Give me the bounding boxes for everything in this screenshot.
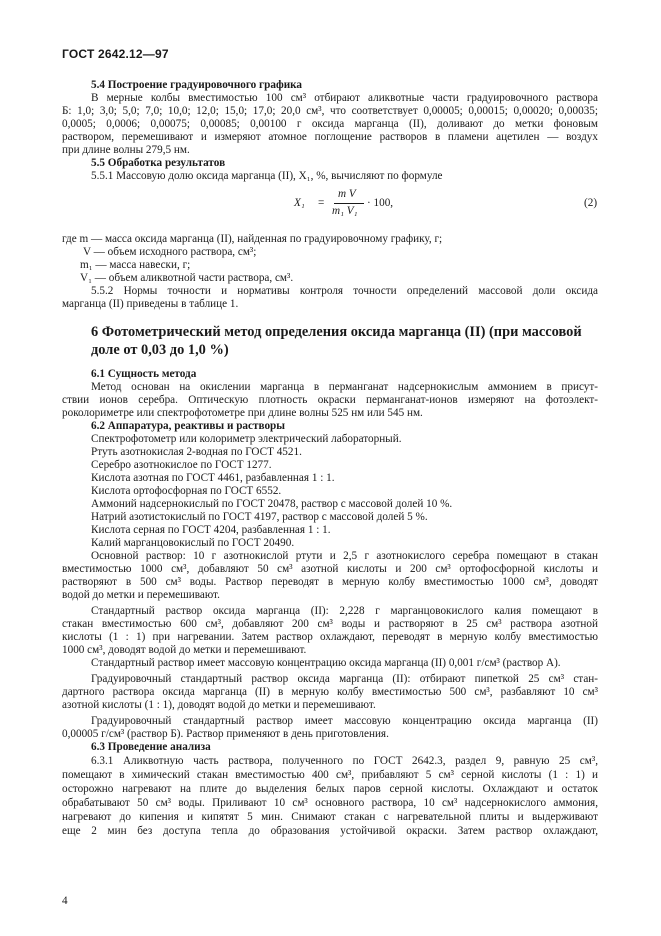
section-5-5-title: 5.5 Обработка результатов (91, 157, 226, 169)
paragraph-line: нагревают до кипения и кипятят 5 мин. Снимают стакан с нагревательной плиты и выдерживают (62, 811, 598, 823)
list-item: Кислота серная по ГОСТ 4204, разбавленная 1 : 1. (91, 524, 331, 536)
paragraph-line: 5.5.2 Нормы точности и нормативы контроля точности определений массовой доли оксида (91, 285, 598, 297)
paragraph-line: еще 2 мин без доступа тепла до образования устойчивой окраски. Затем раствор охлаждают, (62, 825, 598, 837)
paragraph-line: стакан вместимостью 600 см³, добавляют 200 см³ воды и растворяют в 25 см³ раствора азотной (62, 618, 598, 630)
formula-2 (294, 188, 434, 222)
list-item: Кислота азотная по ГОСТ 4461, разбавленная 1 : 1. (91, 472, 335, 484)
paragraph-line: Градуировочный стандартный раствор оксида марганца (II): отбирают пипеткой 25 см³ стан- (91, 673, 598, 685)
section-5-4-title: 5.4 Построение градуировочного графика (91, 79, 303, 91)
where-line: V₁ — объем аликвотной части раствора, см³. (80, 272, 294, 284)
document-code-header: ГОСТ 2642.12—97 (62, 47, 169, 61)
formula-denominator: m₁ V₁ (332, 205, 358, 217)
formula-multiplier: · 100, (367, 197, 394, 209)
fraction-bar (334, 203, 364, 204)
list-item: Спектрофотометр или колориметр электрический лабораторный. (91, 433, 402, 445)
section-6-title-cont: доле от 0,03 до 1,0 %) (91, 342, 229, 358)
paragraph-line: дартного раствора оксида марганца (II) в мерную колбу вместимостью 500 см³, разбавляют 10 см³ (62, 686, 598, 698)
list-item: Аммоний надсернокислый по ГОСТ 20478, раствор с массовой долей 10 %. (91, 498, 453, 510)
paragraph-line: Стандартный раствор оксида марганца (II): 2,228 г марганцовокислого калия помещают в (91, 605, 598, 617)
paragraph-line: Б: 1,0; 3,0; 5,0; 7,0; 10,0; 12,0; 15,0; 17,0; 20,0 см³, что соответствует 0,00005; 0,00015; 0,00020; 0,00035; (62, 105, 598, 117)
list-item: Натрий азотистокислый по ГОСТ 4197, раствор с массовой долей 5 %. (91, 511, 428, 523)
paragraph-line: обрабатывают 50 см³ воды. Приливают 10 см³ основного раствора, 10 см³ надсернокислого аммония, (62, 797, 598, 809)
section-6-title: 6 Фотометрический метод определения оксида марганца (II) (при массовой (91, 324, 582, 340)
paragraph-line: В мерные колбы вместимостью 100 см³ отбирают аликвотные части градуировочного раствора (91, 92, 598, 104)
paragraph-line: осторожно нагревают на плите до выделения белых паров серной кислоты. Охлаждают и остаток (62, 783, 598, 795)
paragraph-line: азотной кислоты (1 : 1), доводят водой до метки и перемешивают. (62, 699, 376, 711)
list-item: Ртуть азотнокислая 2-водная по ГОСТ 4521. (91, 446, 302, 458)
formula-numerator: m V (338, 188, 356, 200)
paragraph-line: Основной раствор: 10 г азотнокислой ртути и 2,5 г азотнокислого серебра помещают в стакан (91, 550, 598, 562)
paragraph-line: Градуировочный стандартный раствор имеет массовую концентрацию оксида марганца (II) (91, 715, 598, 727)
paragraph-line: 0,00005 г/см³ (раствор Б). Раствор применяют в день приготовления. (62, 728, 389, 740)
page-number: 4 (62, 895, 68, 907)
paragraph-line: кислоты (1 : 1) при нагревании. Затем раствор охлаждают, переводят в мерную колбу вместимостью (62, 631, 598, 643)
paragraph-line: 0,0005; 0,0006; 0,00075; 0,00085; 0,00100 г оксида марганца (II), доливают до метки фоновым (62, 118, 598, 130)
paragraph-line: 6.3.1 Аликвотную часть раствора, полученного по ГОСТ 2642.3, раздел 9, равную 25 см³, (91, 755, 598, 767)
section-6-3-title: 6.3 Проведение анализа (91, 741, 211, 753)
paragraph-line: Метод основан на окислении марганца в перманганат надсернокислым аммонием в присут- (91, 381, 598, 393)
formula-lhs: X₁ (294, 197, 305, 209)
where-line: где m — масса оксида марганца (II), найденная по градуировочному графику, г; (62, 233, 443, 245)
list-item: Кислота ортофосфорная по ГОСТ 6552. (91, 485, 282, 497)
paragraph-line: 5.5.1 Массовую долю оксида марганца (II), X₁, %, вычисляют по формуле (91, 170, 443, 182)
section-6-1-title: 6.1 Сущность метода (91, 368, 197, 380)
list-item: Калий марганцовокислый по ГОСТ 20490. (91, 537, 295, 549)
where-line: m₁ — масса навески, г; (80, 259, 191, 271)
paragraph-line: растворяют в 500 см³ воды. Раствор переводят в мерную колбу вместимостью 1000 см³, доводят (62, 576, 598, 588)
list-item: Серебро азотнокислое по ГОСТ 1277. (91, 459, 272, 471)
formula-equals: = (318, 197, 325, 209)
paragraph-line: ствии ионов серебра. Оптическую плотность окраски перманганат-ионов измеряют на фотоэлект- (62, 394, 598, 406)
paragraph-line: при длине волны 279,5 нм. (62, 144, 190, 156)
paragraph-line: раствором, перемешивают и измеряют атомное поглощение растворов в пламени ацетилен — воздух (62, 131, 598, 143)
paragraph-line: помещают в химический стакан вместимостью 400 см³, прибавляют 5 см³ серной кислоты (1 : 1) и (62, 769, 598, 781)
paragraph-line: вместимостью 1000 см³, добавляют 50 см³ азотной кислоты и 200 см³ ортофосфорной кислоты и (62, 563, 598, 575)
paragraph-line: 1000 см³, доводят водой до метки и перемешивают. (62, 644, 307, 656)
paragraph-line: Стандартный раствор имеет массовую концентрацию оксида марганца (II) 0,001 г/см³ (раствор А). (91, 657, 561, 669)
equation-number: (2) (584, 197, 598, 209)
paragraph-line: водой до метки и перемешивают. (62, 589, 220, 601)
paragraph-line: роколориметре или спектрофотометре при длине волны 525 нм или 545 нм. (62, 407, 423, 419)
paragraph-line: марганца (II) приведены в таблице 1. (62, 298, 239, 310)
where-line: V — объем исходного раствора, см³; (83, 246, 257, 258)
section-6-2-title: 6.2 Аппаратура, реактивы и растворы (91, 420, 285, 432)
